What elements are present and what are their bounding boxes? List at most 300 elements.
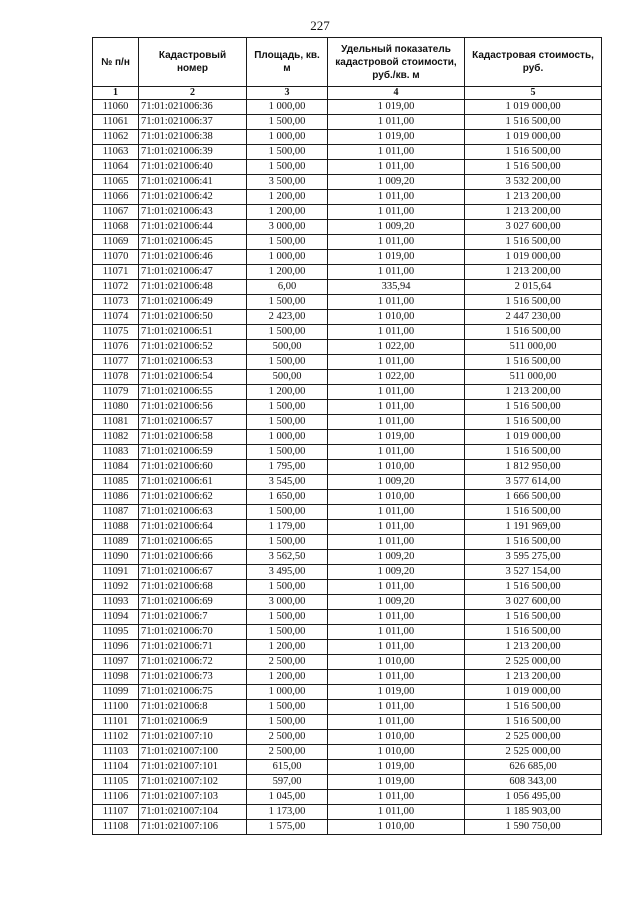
- cadastral-value-cell: 626 685,00: [465, 760, 602, 775]
- unit-value-cell: 1 011,00: [328, 265, 465, 280]
- cadastral-number-cell: 71:01:021006:9: [139, 715, 247, 730]
- row-index-cell: 11081: [93, 415, 139, 430]
- area-cell: 1 500,00: [247, 715, 328, 730]
- cadastral-number-cell: 71:01:021006:53: [139, 355, 247, 370]
- cadastral-value-cell: 1 019 000,00: [465, 685, 602, 700]
- row-index-cell: 11105: [93, 775, 139, 790]
- row-index-cell: 11085: [93, 475, 139, 490]
- cadastral-number-cell: 71:01:021006:63: [139, 505, 247, 520]
- unit-value-cell: 1 011,00: [328, 355, 465, 370]
- table-row: [93, 235, 602, 250]
- cadastral-value-cell: 1 056 495,00: [465, 790, 602, 805]
- area-cell: 1 200,00: [247, 190, 328, 205]
- table-row: [93, 460, 602, 475]
- cadastral-value-cell: 1 213 200,00: [465, 265, 602, 280]
- column-number: 2: [139, 87, 247, 100]
- table-row: [93, 355, 602, 370]
- area-cell: 500,00: [247, 340, 328, 355]
- cadastral-number-cell: 71:01:021007:103: [139, 790, 247, 805]
- area-cell: 1 650,00: [247, 490, 328, 505]
- cadastral-value-cell: 1 516 500,00: [465, 235, 602, 250]
- cadastral-number-cell: 71:01:021006:41: [139, 175, 247, 190]
- row-index-cell: 11104: [93, 760, 139, 775]
- area-cell: 2 500,00: [247, 730, 328, 745]
- table-row: [93, 745, 602, 760]
- cadastral-value-cell: 1 019 000,00: [465, 130, 602, 145]
- cadastral-number-cell: 71:01:021007:102: [139, 775, 247, 790]
- table-row: [93, 700, 602, 715]
- table-row: [93, 685, 602, 700]
- table-row: [93, 370, 602, 385]
- unit-value-cell: 335,94: [328, 280, 465, 295]
- area-cell: 1 500,00: [247, 700, 328, 715]
- cadastral-value-cell: 3 577 614,00: [465, 475, 602, 490]
- area-cell: 2 500,00: [247, 655, 328, 670]
- cadastral-value-cell: 608 343,00: [465, 775, 602, 790]
- cadastral-value-cell: 2 015,64: [465, 280, 602, 295]
- table-row: [93, 625, 602, 640]
- cadastral-number-cell: 71:01:021006:36: [139, 100, 247, 115]
- row-index-cell: 11079: [93, 385, 139, 400]
- table-row: [93, 760, 602, 775]
- row-index-cell: 11086: [93, 490, 139, 505]
- cadastral-number-cell: 71:01:021006:66: [139, 550, 247, 565]
- cadastral-number-cell: 71:01:021006:46: [139, 250, 247, 265]
- row-index-cell: 11106: [93, 790, 139, 805]
- area-cell: 3 545,00: [247, 475, 328, 490]
- cadastral-number-cell: 71:01:021006:73: [139, 670, 247, 685]
- table-row: [93, 775, 602, 790]
- area-cell: 3 495,00: [247, 565, 328, 580]
- cadastral-value-cell: 1 516 500,00: [465, 355, 602, 370]
- area-cell: 1 500,00: [247, 235, 328, 250]
- cadastral-value-cell: 3 027 600,00: [465, 220, 602, 235]
- cadastral-number-cell: 71:01:021006:68: [139, 580, 247, 595]
- cadastral-number-cell: 71:01:021006:49: [139, 295, 247, 310]
- area-cell: 1 500,00: [247, 400, 328, 415]
- header-unit-value: Удельный показатель кадастровой стоимости, руб./кв. м: [328, 38, 465, 87]
- cadastral-value-cell: 3 532 200,00: [465, 175, 602, 190]
- cadastral-value-cell: 511 000,00: [465, 370, 602, 385]
- area-cell: 1 500,00: [247, 295, 328, 310]
- cadastral-value-cell: 3 595 275,00: [465, 550, 602, 565]
- table-row: [93, 550, 602, 565]
- area-cell: 1 575,00: [247, 820, 328, 835]
- row-index-cell: 11108: [93, 820, 139, 835]
- row-index-cell: 11097: [93, 655, 139, 670]
- cadastral-value-cell: 1 516 500,00: [465, 400, 602, 415]
- cadastral-number-cell: 71:01:021006:52: [139, 340, 247, 355]
- header-row: [93, 38, 602, 87]
- area-cell: 1 173,00: [247, 805, 328, 820]
- cadastral-number-cell: 71:01:021006:71: [139, 640, 247, 655]
- row-index-cell: 11078: [93, 370, 139, 385]
- area-cell: 1 045,00: [247, 790, 328, 805]
- area-cell: 1 179,00: [247, 520, 328, 535]
- cadastral-value-cell: 3 027 600,00: [465, 595, 602, 610]
- table-row: [93, 175, 602, 190]
- row-index-cell: 11067: [93, 205, 139, 220]
- row-index-cell: 11068: [93, 220, 139, 235]
- area-cell: 2 423,00: [247, 310, 328, 325]
- cadastral-number-cell: 71:01:021006:59: [139, 445, 247, 460]
- unit-value-cell: 1 009,20: [328, 475, 465, 490]
- cadastral-number-cell: 71:01:021007:104: [139, 805, 247, 820]
- header-cadastral-number: Кадастровый номер: [139, 38, 247, 87]
- table-row: [93, 820, 602, 835]
- table-row: [93, 400, 602, 415]
- area-cell: 615,00: [247, 760, 328, 775]
- unit-value-cell: 1 011,00: [328, 145, 465, 160]
- cadastral-value-cell: 1 185 903,00: [465, 805, 602, 820]
- table-row: [93, 430, 602, 445]
- cadastral-number-cell: 71:01:021006:37: [139, 115, 247, 130]
- column-number: 5: [465, 87, 602, 100]
- area-cell: 1 500,00: [247, 610, 328, 625]
- unit-value-cell: 1 019,00: [328, 430, 465, 445]
- unit-value-cell: 1 011,00: [328, 190, 465, 205]
- unit-value-cell: 1 010,00: [328, 655, 465, 670]
- cadastral-number-cell: 71:01:021006:60: [139, 460, 247, 475]
- area-cell: 2 500,00: [247, 745, 328, 760]
- cadastral-number-cell: 71:01:021006:39: [139, 145, 247, 160]
- row-index-cell: 11102: [93, 730, 139, 745]
- cadastral-value-cell: 511 000,00: [465, 340, 602, 355]
- area-cell: 1 500,00: [247, 535, 328, 550]
- unit-value-cell: 1 011,00: [328, 400, 465, 415]
- cadastral-number-cell: 71:01:021006:64: [139, 520, 247, 535]
- column-number-row: [93, 87, 602, 100]
- header-index: № п/н: [93, 38, 139, 87]
- cadastral-value-cell: 1 516 500,00: [465, 445, 602, 460]
- row-index-cell: 11064: [93, 160, 139, 175]
- unit-value-cell: 1 019,00: [328, 685, 465, 700]
- area-cell: 1 200,00: [247, 640, 328, 655]
- row-index-cell: 11065: [93, 175, 139, 190]
- unit-value-cell: 1 009,20: [328, 220, 465, 235]
- cadastral-number-cell: 71:01:021006:42: [139, 190, 247, 205]
- cadastral-number-cell: 71:01:021007:106: [139, 820, 247, 835]
- row-index-cell: 11100: [93, 700, 139, 715]
- table-row: [93, 655, 602, 670]
- table-row: [93, 340, 602, 355]
- unit-value-cell: 1 019,00: [328, 760, 465, 775]
- area-cell: 1 200,00: [247, 670, 328, 685]
- cadastral-value-cell: 1 019 000,00: [465, 430, 602, 445]
- row-index-cell: 11095: [93, 625, 139, 640]
- row-index-cell: 11060: [93, 100, 139, 115]
- table-row: [93, 310, 602, 325]
- cadastral-value-cell: 1 213 200,00: [465, 640, 602, 655]
- row-index-cell: 11096: [93, 640, 139, 655]
- unit-value-cell: 1 011,00: [328, 445, 465, 460]
- cadastral-number-cell: 71:01:021006:44: [139, 220, 247, 235]
- table-row: [93, 250, 602, 265]
- area-cell: 597,00: [247, 775, 328, 790]
- cadastral-number-cell: 71:01:021006:48: [139, 280, 247, 295]
- unit-value-cell: 1 019,00: [328, 775, 465, 790]
- row-index-cell: 11069: [93, 235, 139, 250]
- cadastral-value-cell: 1 516 500,00: [465, 295, 602, 310]
- area-cell: 1 200,00: [247, 265, 328, 280]
- area-cell: 1 500,00: [247, 115, 328, 130]
- unit-value-cell: 1 010,00: [328, 490, 465, 505]
- row-index-cell: 11101: [93, 715, 139, 730]
- cadastral-number-cell: 71:01:021006:72: [139, 655, 247, 670]
- table-row: [93, 115, 602, 130]
- table-row: [93, 220, 602, 235]
- row-index-cell: 11103: [93, 745, 139, 760]
- table-row: [93, 415, 602, 430]
- area-cell: 1 795,00: [247, 460, 328, 475]
- cadastral-value-cell: 1 019 000,00: [465, 250, 602, 265]
- unit-value-cell: 1 009,20: [328, 595, 465, 610]
- area-cell: 1 000,00: [247, 100, 328, 115]
- table-row: [93, 205, 602, 220]
- cadastral-number-cell: 71:01:021006:56: [139, 400, 247, 415]
- cadastral-value-cell: 1 516 500,00: [465, 700, 602, 715]
- cadastral-value-cell: 1 213 200,00: [465, 190, 602, 205]
- unit-value-cell: 1 011,00: [328, 115, 465, 130]
- unit-value-cell: 1 009,20: [328, 565, 465, 580]
- row-index-cell: 11073: [93, 295, 139, 310]
- cadastral-value-cell: 1 516 500,00: [465, 580, 602, 595]
- area-cell: 1 500,00: [247, 580, 328, 595]
- row-index-cell: 11070: [93, 250, 139, 265]
- row-index-cell: 11089: [93, 535, 139, 550]
- cadastral-value-cell: 1 213 200,00: [465, 670, 602, 685]
- row-index-cell: 11063: [93, 145, 139, 160]
- area-cell: 3 500,00: [247, 175, 328, 190]
- column-number: 4: [328, 87, 465, 100]
- unit-value-cell: 1 011,00: [328, 535, 465, 550]
- cadastral-number-cell: 71:01:021006:70: [139, 625, 247, 640]
- cadastral-number-cell: 71:01:021006:65: [139, 535, 247, 550]
- cadastral-number-cell: 71:01:021006:58: [139, 430, 247, 445]
- row-index-cell: 11093: [93, 595, 139, 610]
- table-row: [93, 790, 602, 805]
- area-cell: 1 000,00: [247, 130, 328, 145]
- cadastral-value-cell: 1 516 500,00: [465, 535, 602, 550]
- area-cell: 1 500,00: [247, 625, 328, 640]
- cadastral-number-cell: 71:01:021006:75: [139, 685, 247, 700]
- row-index-cell: 11084: [93, 460, 139, 475]
- cadastral-value-cell: 1 666 500,00: [465, 490, 602, 505]
- row-index-cell: 11075: [93, 325, 139, 340]
- table-row: [93, 100, 602, 115]
- row-index-cell: 11094: [93, 610, 139, 625]
- unit-value-cell: 1 010,00: [328, 730, 465, 745]
- cadastral-table: [92, 37, 602, 835]
- cadastral-value-cell: 1 812 950,00: [465, 460, 602, 475]
- unit-value-cell: 1 011,00: [328, 610, 465, 625]
- table-row: [93, 325, 602, 340]
- area-cell: 500,00: [247, 370, 328, 385]
- area-cell: 1 500,00: [247, 355, 328, 370]
- unit-value-cell: 1 010,00: [328, 745, 465, 760]
- row-index-cell: 11099: [93, 685, 139, 700]
- page-number: 227: [310, 18, 330, 33]
- unit-value-cell: 1 011,00: [328, 295, 465, 310]
- cadastral-value-cell: 1 516 500,00: [465, 160, 602, 175]
- cadastral-number-cell: 71:01:021007:10: [139, 730, 247, 745]
- row-index-cell: 11092: [93, 580, 139, 595]
- area-cell: 1 500,00: [247, 160, 328, 175]
- table-row: [93, 475, 602, 490]
- table-row: [93, 565, 602, 580]
- unit-value-cell: 1 011,00: [328, 520, 465, 535]
- cadastral-number-cell: 71:01:021006:55: [139, 385, 247, 400]
- table-row: [93, 265, 602, 280]
- cadastral-number-cell: 71:01:021007:101: [139, 760, 247, 775]
- unit-value-cell: 1 011,00: [328, 205, 465, 220]
- unit-value-cell: 1 011,00: [328, 790, 465, 805]
- cadastral-value-cell: 1 516 500,00: [465, 715, 602, 730]
- unit-value-cell: 1 009,20: [328, 175, 465, 190]
- unit-value-cell: 1 009,20: [328, 550, 465, 565]
- area-cell: 1 500,00: [247, 445, 328, 460]
- cadastral-value-cell: 2 525 000,00: [465, 745, 602, 760]
- unit-value-cell: 1 011,00: [328, 715, 465, 730]
- cadastral-number-cell: 71:01:021006:61: [139, 475, 247, 490]
- table-row: [93, 280, 602, 295]
- header-area: Площадь, кв. м: [247, 38, 328, 87]
- unit-value-cell: 1 011,00: [328, 640, 465, 655]
- table-row: [93, 445, 602, 460]
- area-cell: 3 000,00: [247, 220, 328, 235]
- cadastral-value-cell: 1 516 500,00: [465, 505, 602, 520]
- unit-value-cell: 1 011,00: [328, 625, 465, 640]
- area-cell: 1 200,00: [247, 385, 328, 400]
- area-cell: 1 500,00: [247, 415, 328, 430]
- area-cell: 6,00: [247, 280, 328, 295]
- row-index-cell: 11107: [93, 805, 139, 820]
- cadastral-number-cell: 71:01:021006:45: [139, 235, 247, 250]
- cadastral-number-cell: 71:01:021006:67: [139, 565, 247, 580]
- row-index-cell: 11071: [93, 265, 139, 280]
- area-cell: 1 500,00: [247, 325, 328, 340]
- cadastral-number-cell: 71:01:021006:40: [139, 160, 247, 175]
- area-cell: 1 500,00: [247, 505, 328, 520]
- cadastral-number-cell: 71:01:021006:50: [139, 310, 247, 325]
- cadastral-number-cell: 71:01:021006:51: [139, 325, 247, 340]
- table-row: [93, 505, 602, 520]
- row-index-cell: 11077: [93, 355, 139, 370]
- cadastral-value-cell: 1 213 200,00: [465, 205, 602, 220]
- area-cell: 1 000,00: [247, 250, 328, 265]
- row-index-cell: 11090: [93, 550, 139, 565]
- cadastral-number-cell: 71:01:021006:8: [139, 700, 247, 715]
- cadastral-value-cell: 1 516 500,00: [465, 325, 602, 340]
- table-row: [93, 640, 602, 655]
- table-row: [93, 190, 602, 205]
- unit-value-cell: 1 011,00: [328, 700, 465, 715]
- unit-value-cell: 1 011,00: [328, 235, 465, 250]
- row-index-cell: 11061: [93, 115, 139, 130]
- area-cell: 1 000,00: [247, 430, 328, 445]
- row-index-cell: 11074: [93, 310, 139, 325]
- unit-value-cell: 1 011,00: [328, 580, 465, 595]
- table-row: [93, 595, 602, 610]
- cadastral-number-cell: 71:01:021006:54: [139, 370, 247, 385]
- table-row: [93, 490, 602, 505]
- table-row: [93, 385, 602, 400]
- cadastral-value-cell: 1 019 000,00: [465, 100, 602, 115]
- table-body: [93, 100, 602, 835]
- row-index-cell: 11091: [93, 565, 139, 580]
- unit-value-cell: 1 011,00: [328, 325, 465, 340]
- unit-value-cell: 1 011,00: [328, 805, 465, 820]
- cadastral-number-cell: 71:01:021006:43: [139, 205, 247, 220]
- row-index-cell: 11088: [93, 520, 139, 535]
- row-index-cell: 11062: [93, 130, 139, 145]
- unit-value-cell: 1 011,00: [328, 505, 465, 520]
- row-index-cell: 11076: [93, 340, 139, 355]
- cadastral-value-cell: 1 516 500,00: [465, 415, 602, 430]
- table-row: [93, 580, 602, 595]
- area-cell: 3 562,50: [247, 550, 328, 565]
- table-row: [93, 730, 602, 745]
- cadastral-number-cell: 71:01:021006:62: [139, 490, 247, 505]
- table-row: [93, 520, 602, 535]
- row-index-cell: 11072: [93, 280, 139, 295]
- cadastral-value-cell: 2 447 230,00: [465, 310, 602, 325]
- row-index-cell: 11098: [93, 670, 139, 685]
- unit-value-cell: 1 011,00: [328, 670, 465, 685]
- cadastral-number-cell: 71:01:021006:57: [139, 415, 247, 430]
- unit-value-cell: 1 010,00: [328, 460, 465, 475]
- row-index-cell: 11087: [93, 505, 139, 520]
- cadastral-value-cell: 1 590 750,00: [465, 820, 602, 835]
- cadastral-value-cell: 1 516 500,00: [465, 145, 602, 160]
- row-index-cell: 11080: [93, 400, 139, 415]
- unit-value-cell: 1 022,00: [328, 370, 465, 385]
- cadastral-number-cell: 71:01:021007:100: [139, 745, 247, 760]
- unit-value-cell: 1 010,00: [328, 310, 465, 325]
- cadastral-number-cell: 71:01:021006:38: [139, 130, 247, 145]
- cadastral-value-cell: 2 525 000,00: [465, 730, 602, 745]
- area-cell: 1 000,00: [247, 685, 328, 700]
- cadastral-value-cell: 2 525 000,00: [465, 655, 602, 670]
- table-row: [93, 805, 602, 820]
- unit-value-cell: 1 010,00: [328, 820, 465, 835]
- cadastral-value-cell: 1 213 200,00: [465, 385, 602, 400]
- cadastral-value-cell: 1 516 500,00: [465, 625, 602, 640]
- column-number: 3: [247, 87, 328, 100]
- row-index-cell: 11083: [93, 445, 139, 460]
- cadastral-value-cell: 3 527 154,00: [465, 565, 602, 580]
- cadastral-number-cell: 71:01:021006:69: [139, 595, 247, 610]
- table-row: [93, 715, 602, 730]
- column-number: 1: [93, 87, 139, 100]
- table-row: [93, 145, 602, 160]
- unit-value-cell: 1 019,00: [328, 250, 465, 265]
- table-row: [93, 160, 602, 175]
- unit-value-cell: 1 019,00: [328, 130, 465, 145]
- table-row: [93, 535, 602, 550]
- row-index-cell: 11082: [93, 430, 139, 445]
- table-row: [93, 670, 602, 685]
- header-cadastral-value: Кадастровая стоимость, руб.: [465, 38, 602, 87]
- row-index-cell: 11066: [93, 190, 139, 205]
- unit-value-cell: 1 022,00: [328, 340, 465, 355]
- unit-value-cell: 1 011,00: [328, 415, 465, 430]
- unit-value-cell: 1 011,00: [328, 385, 465, 400]
- unit-value-cell: 1 019,00: [328, 100, 465, 115]
- cadastral-value-cell: 1 516 500,00: [465, 115, 602, 130]
- table-row: [93, 610, 602, 625]
- cadastral-value-cell: 1 191 969,00: [465, 520, 602, 535]
